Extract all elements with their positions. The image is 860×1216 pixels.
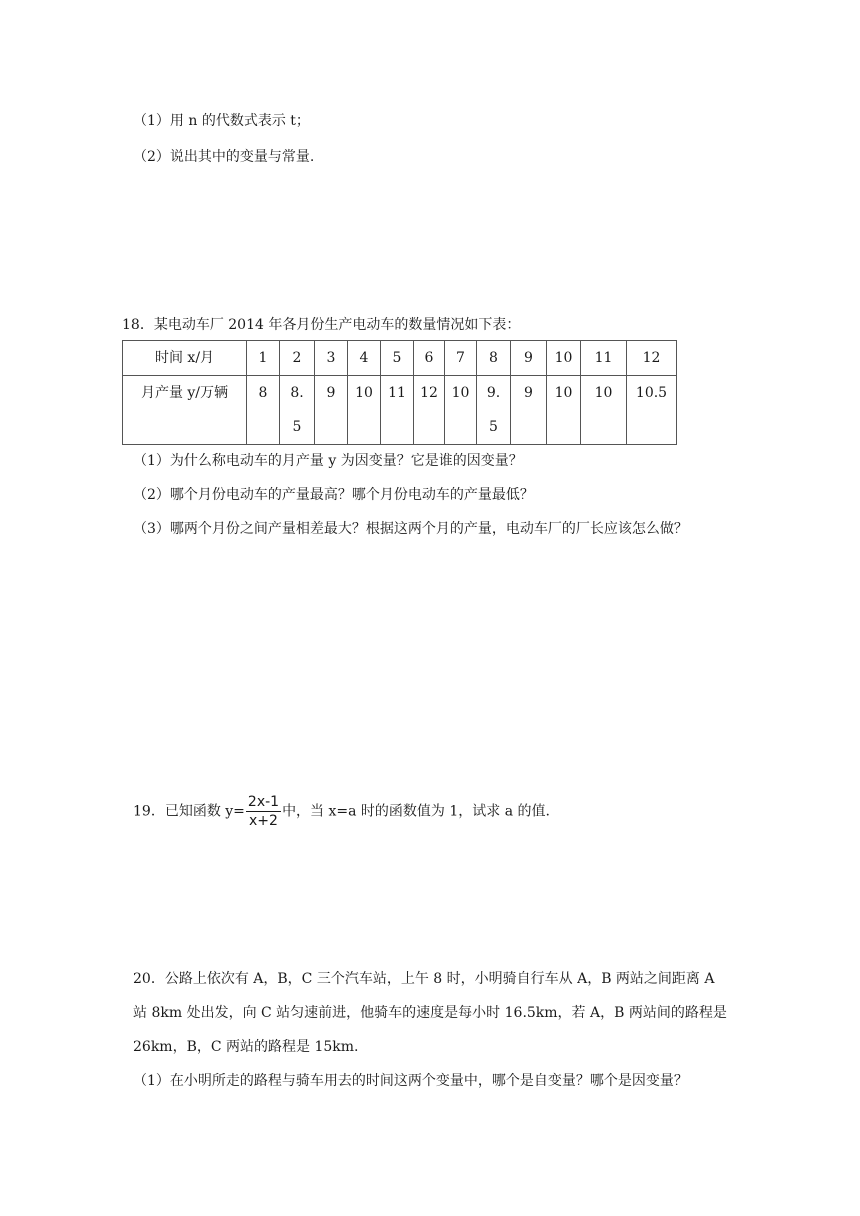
- month-cell: 5: [381, 341, 414, 376]
- month-cell: 4: [348, 341, 381, 376]
- header-label-cell: 时间 x/月: [123, 341, 247, 376]
- month-cell: 12: [627, 341, 677, 376]
- value-cell: [581, 376, 627, 445]
- month-cell: 7: [445, 341, 477, 376]
- q19-statement: [133, 793, 550, 830]
- value-line1: 9: [326, 385, 336, 401]
- value-cell: [627, 376, 677, 445]
- value-cell: [280, 376, 315, 445]
- value-line1: 9.: [486, 385, 501, 401]
- q20-line2: 站 8km 处出发，向 C 站匀速前进，他骑车的速度是每小时 16.5km，若 A，B 两站间的路程是: [133, 1005, 727, 1021]
- value-line1: 11: [388, 385, 406, 401]
- value-line1: 10: [554, 385, 573, 401]
- value-cell: [445, 376, 477, 445]
- value-line1: 8: [258, 385, 268, 401]
- value-line1: 8.: [290, 385, 304, 401]
- value-cell: [381, 376, 414, 445]
- value-line2: 5: [292, 419, 302, 435]
- q20-part1: （1）在小明所走的路程与骑车用去的时间这两个变量中，哪个是自变量？哪个是因变量？: [133, 1073, 688, 1089]
- q17-part1: （1）用 n 的代数式表示 t；: [133, 113, 310, 129]
- value-cell: [247, 376, 280, 445]
- q18-intro: 18．某电动车厂 2014 年各月份生产电动车的数量情况如下表：: [122, 317, 521, 333]
- value-cell: [547, 376, 581, 445]
- q18-part1: （1）为什么称电动车的月产量 y 为因变量？它是谁的因变量？: [133, 453, 523, 469]
- production-table: [122, 340, 677, 445]
- value-label-cell: 月产量 y/万辆: [123, 376, 247, 445]
- month-cell: 3: [315, 341, 348, 376]
- q19-prefix: 19．已知函数 y=: [133, 803, 245, 820]
- value-line2: 5: [489, 419, 498, 435]
- table-value-row: [123, 376, 677, 445]
- value-cell: [348, 376, 381, 445]
- value-line1: 10: [451, 385, 470, 401]
- fraction-denominator: x+2: [249, 813, 278, 829]
- value-line1: 9: [524, 385, 533, 401]
- month-cell: 1: [247, 341, 280, 376]
- q20-line1: 20．公路上依次有 A，B，C 三个汽车站，上午 8 时，小明骑自行车从 A，B 两站之间距离 A: [133, 971, 715, 987]
- month-cell: 2: [280, 341, 315, 376]
- month-cell: 10: [547, 341, 581, 376]
- value-line1: 10: [355, 385, 373, 401]
- value-line1: 10: [594, 385, 613, 401]
- value-cell: [315, 376, 348, 445]
- q18-part2: （2）哪个月份电动车的产量最高？哪个月份电动车的产量最低？: [133, 487, 534, 503]
- q19-suffix: 中，当 x=a 时的函数值为 1，试求 a 的值.: [282, 803, 550, 820]
- q20-line3: 26km，B，C 两站的路程是 15km.: [133, 1039, 359, 1055]
- value-cell: [477, 376, 511, 445]
- value-cell: [414, 376, 445, 445]
- value-cell: [511, 376, 547, 445]
- month-cell: 9: [511, 341, 547, 376]
- table-header-row: [123, 341, 677, 376]
- q17-part2: （2）说出其中的变量与常量.: [133, 149, 315, 165]
- month-cell: 11: [581, 341, 627, 376]
- fraction: [246, 793, 281, 830]
- fraction-numerator: 2x-1: [247, 794, 280, 810]
- value-line1: 12: [420, 385, 438, 401]
- month-cell: 8: [477, 341, 511, 376]
- q18-part3: （3）哪两个月份之间产量相差最大？根据这两个月的产量，电动车厂的厂长应该怎么做？: [133, 521, 688, 537]
- month-cell: 6: [414, 341, 445, 376]
- value-line1: 10.5: [635, 385, 668, 401]
